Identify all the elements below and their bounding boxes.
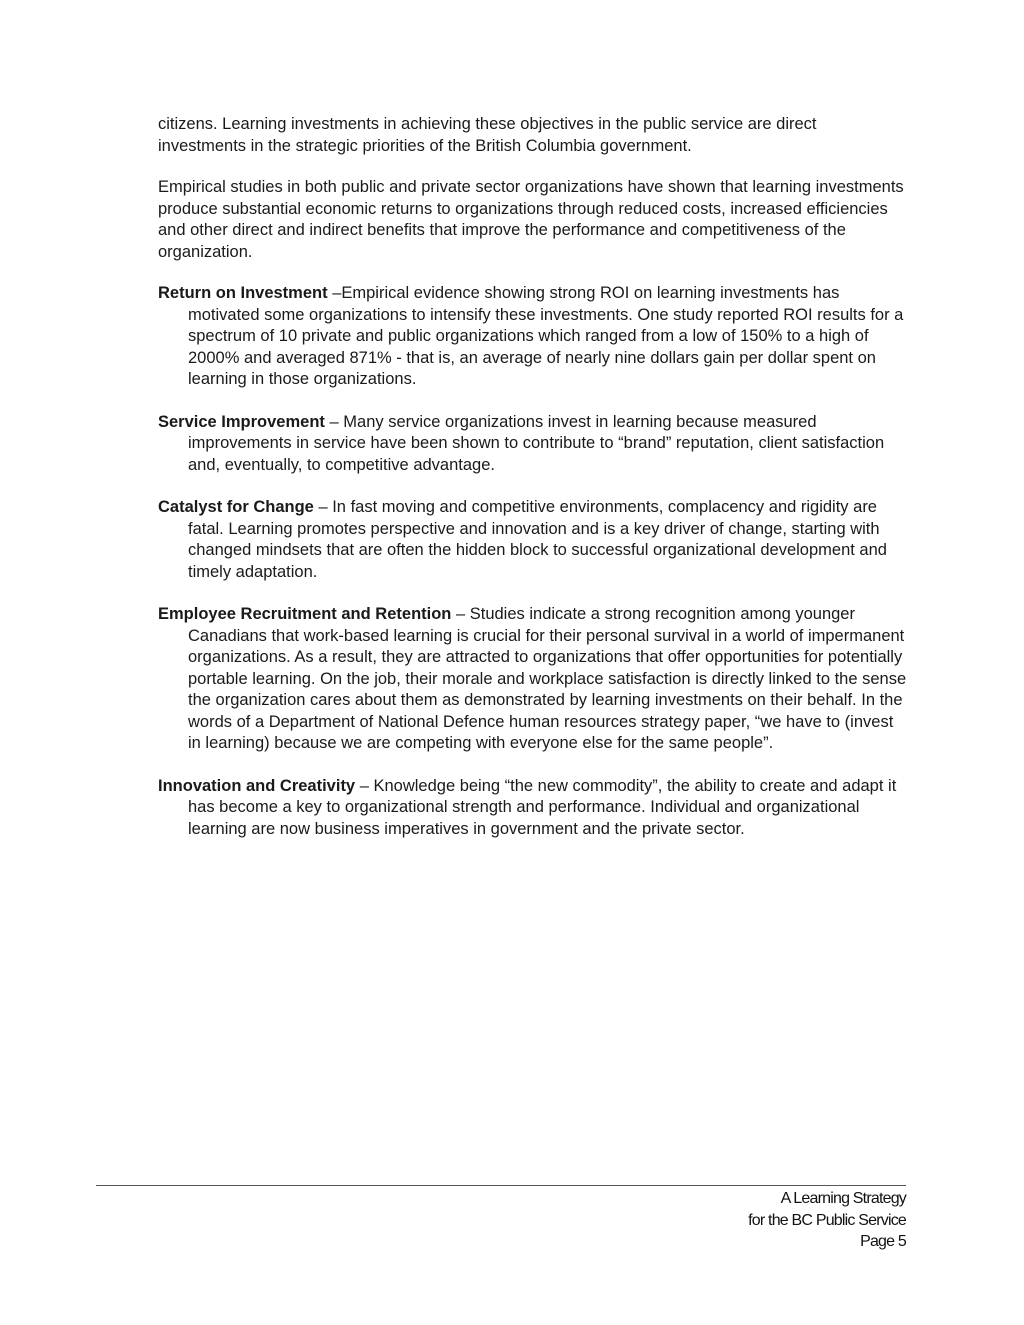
footer-document-title: A Learning Strategy	[780, 1190, 906, 1207]
footer-page-number: Page 5	[860, 1233, 906, 1250]
item-text: – Studies indicate a strong recognition among younger Canadians that work-based learning is crucial for their personal survival in a world of impermanent organizations. As a result, they are attracted to organizations that offer opportunities for potentially portable learning. On the job, their morale and workplace satisfaction is directly linked to the sense the organization cares about them as demonstrated by learning investments on their behalf. In the words of a Department of National Defence human resources strategy paper, “we have to (invest in learning) because we are competing with everyone else for the same people”.	[188, 605, 907, 752]
item-text: – Knowledge being “the new commodity”, the ability to create and adapt it has become a key to organizational strength and performance. Individual and organizational learning are now business imperatives in government and the private sector.	[188, 776, 897, 838]
body-paragraph: Empirical studies in both public and private sector organizations have shown that learning investments produce substantial economic returns to organizations through reduced costs, increased efficiencies and other direct and indirect benefits that improve the performance and competitiveness of the organization.	[158, 178, 904, 261]
item-text: – In fast moving and competitive environments, complacency and rigidity are fatal. Learning promotes perspective and innovation and is a key driver of change, starting with changed mindsets that are often the hidden block to successful organizational development and timely adaptation.	[188, 498, 887, 581]
list-item-catalyst-for-change	[158, 497, 908, 583]
item-heading: Catalyst for Change	[158, 498, 314, 516]
item-text: – Many service organizations invest in learning because measured improvements in service have been shown to contribute to “brand” reputation, client satisfaction and, eventually, to competitive advantage.	[188, 412, 885, 474]
item-text: –Empirical evidence showing strong ROI on learning investments has motivated some organizations to intensify these investments. One study reported ROI results for a spectrum of 10 private and public organizations which ranged from a low of 150% to a high of 2000% and averaged 871% - that is, an average of nearly nine dollars gain per dollar spent on learning in those organizations.	[188, 284, 904, 388]
footer-document-subtitle: for the BC Public Service	[748, 1211, 906, 1229]
list-item-employee-recruitment	[158, 604, 908, 755]
item-heading: Employee Recruitment and Retention	[158, 605, 452, 623]
list-item-return-on-investment	[158, 283, 908, 391]
item-heading: Innovation and Creativity	[158, 776, 356, 795]
body-paragraph: citizens. Learning investments in achieving these objectives in the public service are direct investments in the strategic priorities of the British Columbia government.	[158, 115, 817, 155]
list-item-service-improvement	[158, 412, 908, 477]
item-heading: Service Improvement	[158, 412, 325, 431]
page-body	[158, 114, 908, 861]
list-item-innovation-creativity	[158, 776, 908, 841]
page-footer	[748, 1188, 906, 1253]
item-heading: Return on Investment	[158, 284, 328, 302]
footer-divider	[96, 1185, 906, 1186]
